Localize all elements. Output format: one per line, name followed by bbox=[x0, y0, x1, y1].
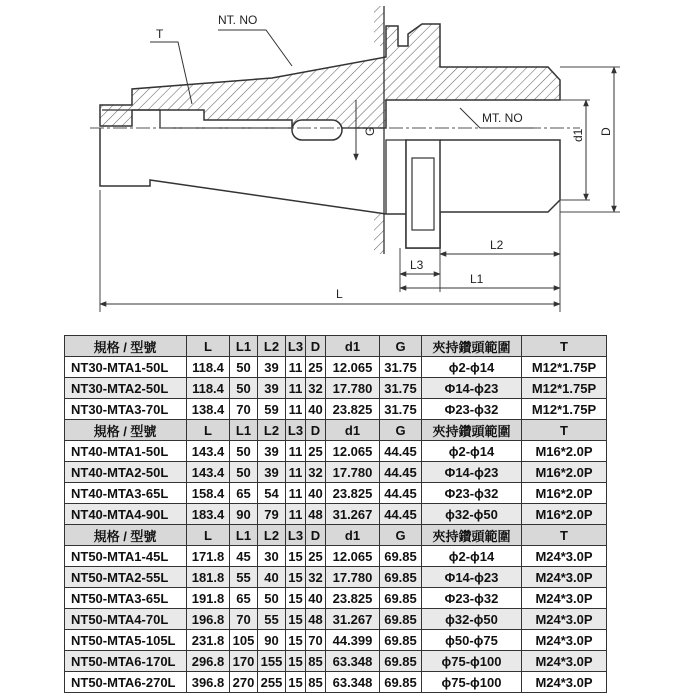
cell-d1: 17.780 bbox=[326, 567, 380, 588]
cell-clamp-range: Φ14-ϕ23 bbox=[422, 378, 522, 399]
cell-clamp-range: Φ14-ϕ23 bbox=[422, 567, 522, 588]
flange-body bbox=[406, 140, 440, 248]
cell-thread: M24*3.0P bbox=[522, 588, 607, 609]
column-header-model: 規格 / 型號 bbox=[65, 525, 187, 546]
cell-l: 231.8 bbox=[187, 630, 230, 651]
cell-l1: 65 bbox=[230, 588, 258, 609]
cell-l: 158.4 bbox=[187, 483, 230, 504]
cell-thread: M24*3.0P bbox=[522, 630, 607, 651]
cell-l1: 70 bbox=[230, 609, 258, 630]
column-header-l: L bbox=[187, 336, 230, 357]
cell-clamp-range: ϕ2-ϕ14 bbox=[422, 546, 522, 567]
cell-thread: M24*3.0P bbox=[522, 609, 607, 630]
column-header-l2: L2 bbox=[258, 525, 286, 546]
cell-l2: 30 bbox=[258, 546, 286, 567]
cell-l1: 105 bbox=[230, 630, 258, 651]
cell-thread: M24*3.0P bbox=[522, 672, 607, 693]
column-header-l3: L3 bbox=[286, 336, 306, 357]
cell-clamp-range: Φ23-ϕ32 bbox=[422, 399, 522, 420]
cell-model: NT50-MTA2-55L bbox=[65, 567, 187, 588]
cell-l: 118.4 bbox=[187, 357, 230, 378]
spec-table-body bbox=[65, 336, 607, 693]
cell-thread: M16*2.0P bbox=[522, 441, 607, 462]
label-g: G bbox=[363, 126, 377, 136]
cell-g: 69.85 bbox=[380, 651, 422, 672]
cell-l3: 15 bbox=[286, 588, 306, 609]
cell-clamp-range: Φ23-ϕ32 bbox=[422, 483, 522, 504]
cell-g: 31.75 bbox=[380, 378, 422, 399]
column-header-l1: L1 bbox=[230, 420, 258, 441]
cell-l2: 79 bbox=[258, 504, 286, 525]
cell-d1: 12.065 bbox=[326, 441, 380, 462]
cell-l3: 15 bbox=[286, 609, 306, 630]
cell-thread: M16*2.0P bbox=[522, 462, 607, 483]
cell-l: 183.4 bbox=[187, 504, 230, 525]
cell-model: NT40-MTA3-65L bbox=[65, 483, 187, 504]
gauge-wall-upper bbox=[374, 6, 384, 46]
cell-l1: 50 bbox=[230, 357, 258, 378]
cell-l3: 15 bbox=[286, 630, 306, 651]
cell-l3: 11 bbox=[286, 441, 306, 462]
cell-d: 32 bbox=[306, 378, 326, 399]
cell-clamp-range: Φ14-ϕ23 bbox=[422, 462, 522, 483]
column-header-l2: L2 bbox=[258, 336, 286, 357]
cell-d: 70 bbox=[306, 630, 326, 651]
cell-l2: 39 bbox=[258, 357, 286, 378]
cell-thread: M24*3.0P bbox=[522, 651, 607, 672]
cell-clamp-range: ϕ75-ϕ100 bbox=[422, 672, 522, 693]
column-header-l2: L2 bbox=[258, 420, 286, 441]
cell-d1: 63.348 bbox=[326, 672, 380, 693]
column-header-g: G bbox=[380, 336, 422, 357]
cell-g: 44.45 bbox=[380, 483, 422, 504]
table-row bbox=[65, 588, 607, 609]
cell-l3: 15 bbox=[286, 567, 306, 588]
cell-clamp-range: ϕ50-ϕ75 bbox=[422, 630, 522, 651]
cell-model: NT50-MTA6-270L bbox=[65, 672, 187, 693]
cell-d: 40 bbox=[306, 399, 326, 420]
cell-l2: 39 bbox=[258, 441, 286, 462]
drift-slot bbox=[292, 120, 342, 140]
cell-g: 31.75 bbox=[380, 357, 422, 378]
cell-l1: 50 bbox=[230, 462, 258, 483]
cell-model: NT50-MTA6-170L bbox=[65, 651, 187, 672]
cell-d: 25 bbox=[306, 357, 326, 378]
cell-model: NT40-MTA1-50L bbox=[65, 441, 187, 462]
cell-d: 32 bbox=[306, 567, 326, 588]
label-d: D bbox=[599, 127, 613, 136]
cell-l1: 270 bbox=[230, 672, 258, 693]
lower-section-outline bbox=[100, 128, 560, 248]
spec-table bbox=[64, 335, 607, 693]
gauge-wall-lower bbox=[374, 214, 384, 254]
cell-l: 296.8 bbox=[187, 651, 230, 672]
label-l: L bbox=[336, 287, 343, 301]
cell-l3: 11 bbox=[286, 378, 306, 399]
cell-d: 48 bbox=[306, 504, 326, 525]
cell-l1: 170 bbox=[230, 651, 258, 672]
cell-l2: 39 bbox=[258, 462, 286, 483]
cell-model: NT30-MTA2-50L bbox=[65, 378, 187, 399]
cell-d1: 31.267 bbox=[326, 609, 380, 630]
cell-model: NT40-MTA2-50L bbox=[65, 462, 187, 483]
leader-nt-no bbox=[218, 30, 292, 66]
cell-l: 143.4 bbox=[187, 462, 230, 483]
cell-l1: 50 bbox=[230, 378, 258, 399]
cell-g: 69.85 bbox=[380, 567, 422, 588]
cell-d1: 12.065 bbox=[326, 357, 380, 378]
cell-l2: 54 bbox=[258, 483, 286, 504]
label-l3: L3 bbox=[410, 258, 424, 272]
table-row bbox=[65, 357, 607, 378]
table-row bbox=[65, 399, 607, 420]
label-l1: L1 bbox=[470, 272, 484, 286]
column-header-l1: L1 bbox=[230, 525, 258, 546]
column-header-d: D bbox=[306, 336, 326, 357]
cell-g: 44.45 bbox=[380, 441, 422, 462]
label-t: T bbox=[156, 27, 164, 41]
cell-clamp-range: Φ23-ϕ32 bbox=[422, 588, 522, 609]
cell-l: 396.8 bbox=[187, 672, 230, 693]
cell-model: NT50-MTA3-65L bbox=[65, 588, 187, 609]
table-row bbox=[65, 567, 607, 588]
cell-l2: 255 bbox=[258, 672, 286, 693]
cell-d: 25 bbox=[306, 546, 326, 567]
cell-l3: 15 bbox=[286, 546, 306, 567]
column-header-thread: T bbox=[522, 420, 607, 441]
column-header-d: D bbox=[306, 525, 326, 546]
cell-clamp-range: ϕ32-ϕ50 bbox=[422, 609, 522, 630]
cell-g: 31.75 bbox=[380, 399, 422, 420]
cell-l2: 155 bbox=[258, 651, 286, 672]
cell-l3: 11 bbox=[286, 357, 306, 378]
cell-l1: 55 bbox=[230, 567, 258, 588]
cell-model: NT40-MTA4-90L bbox=[65, 504, 187, 525]
label-l2: L2 bbox=[490, 238, 504, 252]
cell-g: 69.85 bbox=[380, 546, 422, 567]
cell-l3: 11 bbox=[286, 504, 306, 525]
cell-g: 69.85 bbox=[380, 672, 422, 693]
column-header-l1: L1 bbox=[230, 336, 258, 357]
label-d1: d1 bbox=[571, 128, 585, 142]
cell-model: NT50-MTA4-70L bbox=[65, 609, 187, 630]
cell-l1: 45 bbox=[230, 546, 258, 567]
cell-thread: M16*2.0P bbox=[522, 504, 607, 525]
cell-d: 32 bbox=[306, 462, 326, 483]
column-header-g: G bbox=[380, 525, 422, 546]
table-row bbox=[65, 630, 607, 651]
cell-clamp-range: ϕ32-ϕ50 bbox=[422, 504, 522, 525]
table-row bbox=[65, 609, 607, 630]
table-row bbox=[65, 462, 607, 483]
column-header-d: D bbox=[306, 420, 326, 441]
column-header-d1: d1 bbox=[326, 525, 380, 546]
table-row bbox=[65, 378, 607, 399]
cell-clamp-range: ϕ2-ϕ14 bbox=[422, 357, 522, 378]
cell-l: 138.4 bbox=[187, 399, 230, 420]
cell-thread: M12*1.75P bbox=[522, 378, 607, 399]
cell-model: NT30-MTA3-70L bbox=[65, 399, 187, 420]
column-header-d1: d1 bbox=[326, 420, 380, 441]
cell-model: NT50-MTA5-105L bbox=[65, 630, 187, 651]
cell-l2: 39 bbox=[258, 378, 286, 399]
cell-l1: 50 bbox=[230, 441, 258, 462]
table-row bbox=[65, 651, 607, 672]
cell-l2: 55 bbox=[258, 609, 286, 630]
table-row bbox=[65, 441, 607, 462]
column-header-thread: T bbox=[522, 525, 607, 546]
cell-thread: M16*2.0P bbox=[522, 483, 607, 504]
cell-d1: 23.825 bbox=[326, 588, 380, 609]
column-header-l3: L3 bbox=[286, 525, 306, 546]
cell-d1: 44.399 bbox=[326, 630, 380, 651]
cell-l1: 90 bbox=[230, 504, 258, 525]
cell-thread: M12*1.75P bbox=[522, 399, 607, 420]
cell-d1: 63.348 bbox=[326, 651, 380, 672]
cell-l: 181.8 bbox=[187, 567, 230, 588]
column-header-g: G bbox=[380, 420, 422, 441]
table-header-row bbox=[65, 420, 607, 441]
cell-l1: 65 bbox=[230, 483, 258, 504]
cell-g: 69.85 bbox=[380, 609, 422, 630]
cell-d: 85 bbox=[306, 672, 326, 693]
cell-l3: 15 bbox=[286, 672, 306, 693]
column-header-l: L bbox=[187, 525, 230, 546]
cell-l3: 11 bbox=[286, 399, 306, 420]
column-header-l3: L3 bbox=[286, 420, 306, 441]
cell-d: 40 bbox=[306, 483, 326, 504]
cell-l: 171.8 bbox=[187, 546, 230, 567]
table-row bbox=[65, 672, 607, 693]
cell-l2: 90 bbox=[258, 630, 286, 651]
cell-l3: 11 bbox=[286, 462, 306, 483]
cell-l: 196.8 bbox=[187, 609, 230, 630]
cell-clamp-range: ϕ75-ϕ100 bbox=[422, 651, 522, 672]
cell-l2: 50 bbox=[258, 588, 286, 609]
cell-thread: M12*1.75P bbox=[522, 357, 607, 378]
cell-d1: 17.780 bbox=[326, 462, 380, 483]
tool-holder-drawing bbox=[0, 0, 700, 330]
table-row bbox=[65, 504, 607, 525]
column-header-thread: T bbox=[522, 336, 607, 357]
cell-model: NT30-MTA1-50L bbox=[65, 357, 187, 378]
cell-d1: 17.780 bbox=[326, 378, 380, 399]
cell-l2: 59 bbox=[258, 399, 286, 420]
taper-lower-edge bbox=[386, 140, 406, 214]
cell-thread: M24*3.0P bbox=[522, 546, 607, 567]
column-header-model: 規格 / 型號 bbox=[65, 420, 187, 441]
cell-g: 44.45 bbox=[380, 504, 422, 525]
cell-model: NT50-MTA1-45L bbox=[65, 546, 187, 567]
table-header-row bbox=[65, 525, 607, 546]
cell-thread: M24*3.0P bbox=[522, 567, 607, 588]
cell-d1: 12.065 bbox=[326, 546, 380, 567]
column-header-clamp-range: 夾持鑽頭範圍 bbox=[422, 525, 522, 546]
column-header-clamp-range: 夾持鑽頭範圍 bbox=[422, 420, 522, 441]
cell-d: 25 bbox=[306, 441, 326, 462]
cell-l1: 70 bbox=[230, 399, 258, 420]
column-header-model: 規格 / 型號 bbox=[65, 336, 187, 357]
cell-g: 69.85 bbox=[380, 588, 422, 609]
cell-d: 48 bbox=[306, 609, 326, 630]
cell-l: 118.4 bbox=[187, 378, 230, 399]
cell-g: 69.85 bbox=[380, 630, 422, 651]
label-mt-no: MT. NO bbox=[482, 111, 523, 125]
column-header-l: L bbox=[187, 420, 230, 441]
cell-clamp-range: ϕ2-ϕ14 bbox=[422, 441, 522, 462]
table-row bbox=[65, 483, 607, 504]
cell-d: 85 bbox=[306, 651, 326, 672]
table-row bbox=[65, 546, 607, 567]
column-header-clamp-range: 夾持鑽頭範圍 bbox=[422, 336, 522, 357]
cell-d1: 23.825 bbox=[326, 483, 380, 504]
cell-l: 191.8 bbox=[187, 588, 230, 609]
cell-l3: 15 bbox=[286, 651, 306, 672]
cell-d1: 23.825 bbox=[326, 399, 380, 420]
cell-l3: 11 bbox=[286, 483, 306, 504]
cell-l: 143.4 bbox=[187, 441, 230, 462]
cell-l2: 40 bbox=[258, 567, 286, 588]
table-header-row bbox=[65, 336, 607, 357]
cell-g: 44.45 bbox=[380, 462, 422, 483]
label-nt-no: NT. NO bbox=[218, 13, 258, 27]
column-header-d1: d1 bbox=[326, 336, 380, 357]
cell-d: 40 bbox=[306, 588, 326, 609]
cell-d1: 31.267 bbox=[326, 504, 380, 525]
